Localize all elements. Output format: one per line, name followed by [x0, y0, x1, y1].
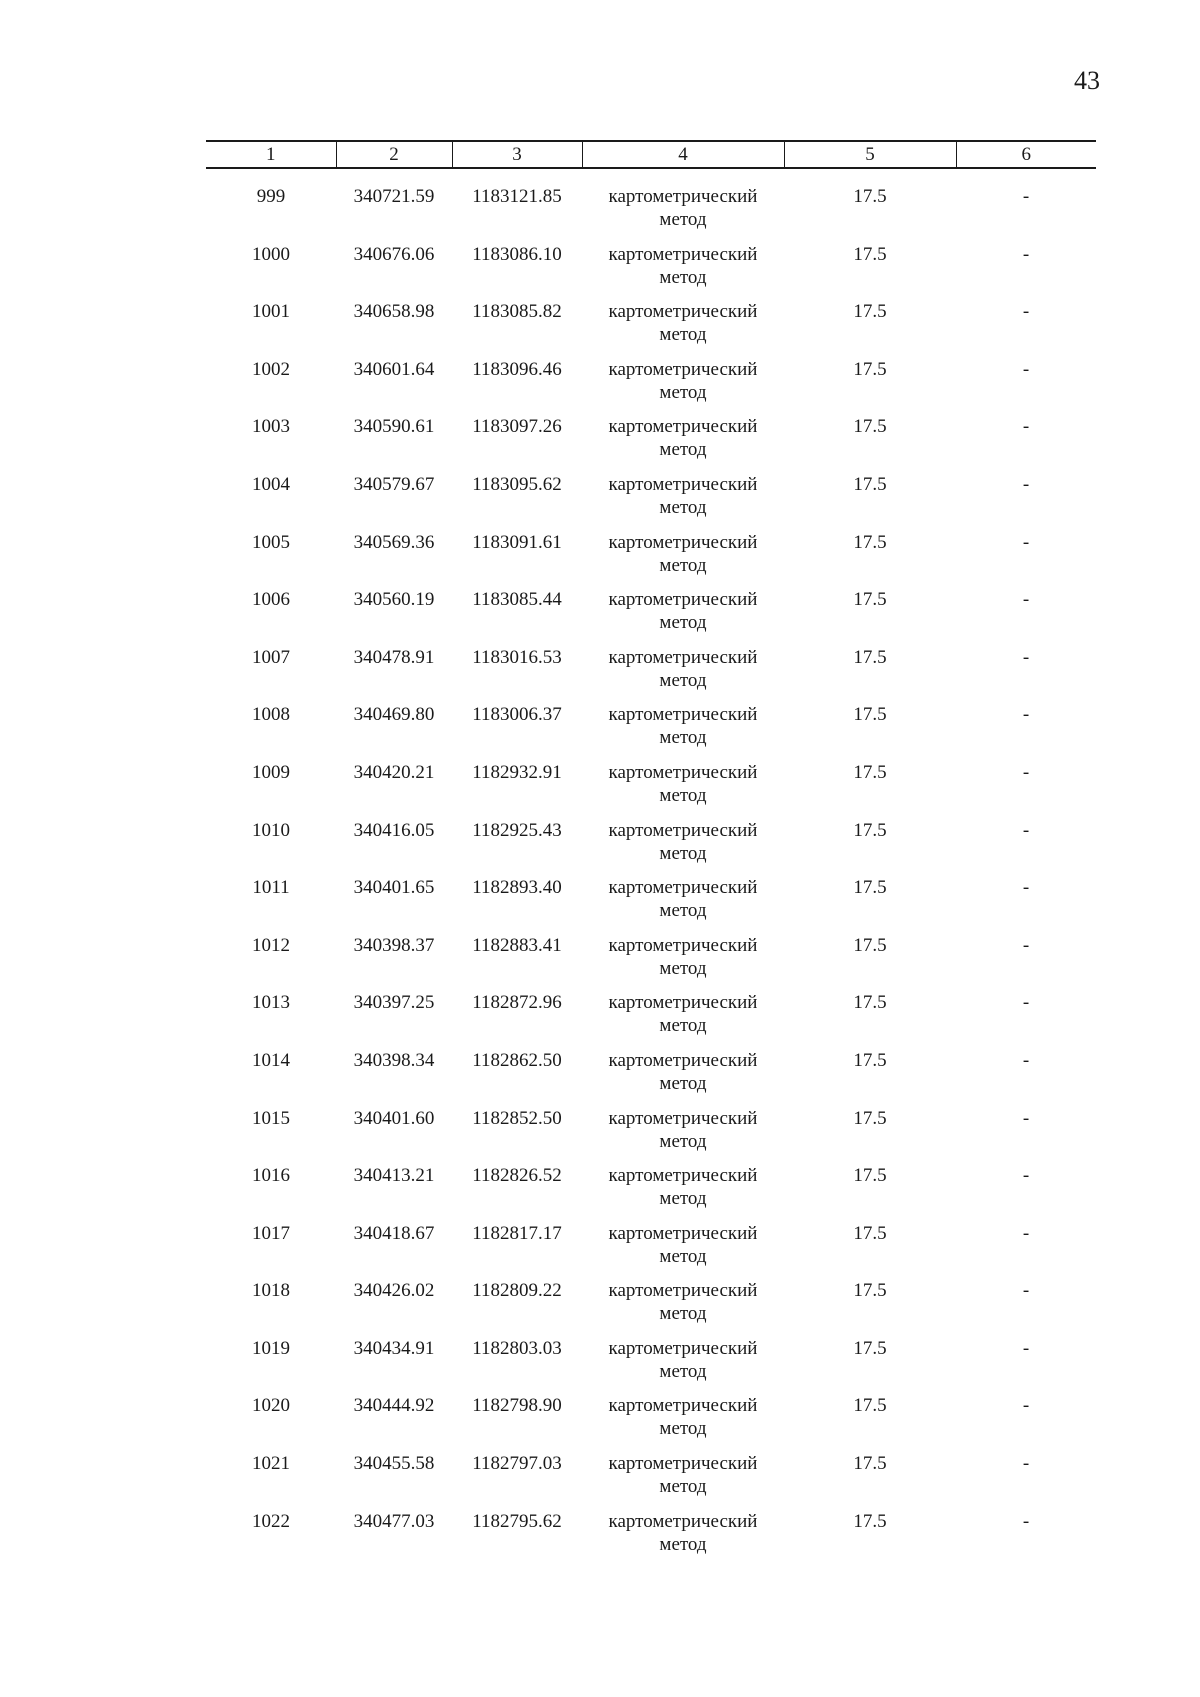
method-line-1: картометрический — [608, 877, 758, 899]
table-row — [206, 473, 1096, 531]
method-cell — [582, 646, 784, 704]
point-number-cell: 1006 — [252, 589, 290, 611]
column-header-6: 6 — [956, 141, 1096, 168]
method-cell — [582, 703, 784, 761]
method-line-1: картометрический — [608, 1165, 758, 1187]
table-row — [206, 185, 1096, 243]
table-row — [206, 358, 1096, 416]
x-coordinate-cell: 340569.36 — [353, 531, 435, 553]
note-cell: - — [1022, 704, 1030, 726]
x-coordinate-cell: 340444.92 — [353, 1395, 435, 1417]
note-cell: - — [1022, 992, 1030, 1014]
y-coordinate-cell: 1182893.40 — [472, 877, 562, 899]
x-coordinate-cell: 340590.61 — [353, 416, 435, 438]
table-row — [206, 1222, 1096, 1280]
page-number: 43 — [1074, 66, 1100, 95]
point-number-cell: 1013 — [252, 992, 290, 1014]
method-line-1: картометрический — [608, 704, 758, 726]
x-coordinate-cell: 340420.21 — [353, 761, 435, 783]
method-cell — [582, 415, 784, 473]
method-line-2: метод — [659, 957, 707, 979]
method-line-1: картометрический — [608, 1453, 758, 1475]
point-number-cell: 1016 — [252, 1165, 290, 1187]
table-row — [206, 415, 1096, 473]
point-number-cell: 1021 — [252, 1453, 290, 1475]
table-row — [206, 588, 1096, 646]
method-line-2: метод — [659, 266, 707, 288]
point-number-cell: 1008 — [252, 704, 290, 726]
y-coordinate-cell: 1183097.26 — [472, 416, 562, 438]
y-coordinate-cell: 1182798.90 — [472, 1395, 562, 1417]
x-coordinate-cell: 340398.34 — [353, 1049, 435, 1071]
method-line-1: картометрический — [608, 186, 758, 207]
coordinates-table — [206, 140, 1096, 1567]
method-line-1: картометрический — [608, 934, 758, 956]
method-line-1: картометрический — [608, 1337, 758, 1359]
accuracy-cell: 17.5 — [853, 1049, 887, 1071]
method-line-2: метод — [659, 439, 707, 461]
note-cell: - — [1022, 1107, 1030, 1129]
y-coordinate-cell: 1182803.03 — [472, 1337, 562, 1359]
method-line-1: картометрический — [608, 589, 758, 611]
x-coordinate-cell: 340601.64 — [353, 358, 435, 380]
method-line-2: метод — [659, 1476, 707, 1498]
note-cell: - — [1022, 934, 1030, 956]
method-line-2: метод — [659, 900, 707, 922]
accuracy-cell: 17.5 — [853, 1337, 887, 1359]
y-coordinate-cell: 1183085.44 — [472, 589, 562, 611]
accuracy-cell: 17.5 — [853, 243, 887, 265]
method-line-1: картометрический — [608, 473, 758, 495]
accuracy-cell: 17.5 — [853, 531, 887, 553]
accuracy-cell: 17.5 — [853, 1222, 887, 1244]
method-line-2: метод — [659, 1072, 707, 1094]
method-cell — [582, 819, 784, 877]
accuracy-cell: 17.5 — [853, 416, 887, 438]
point-number-cell: 1007 — [252, 646, 290, 668]
accuracy-cell: 17.5 — [853, 934, 887, 956]
point-number-cell: 999 — [256, 186, 286, 207]
point-number-cell: 1001 — [252, 301, 290, 323]
accuracy-cell: 17.5 — [853, 1165, 887, 1187]
method-line-2: метод — [659, 1130, 707, 1152]
method-cell — [582, 300, 784, 358]
method-line-2: метод — [659, 1418, 707, 1440]
method-line-1: картометрический — [608, 531, 758, 553]
x-coordinate-cell: 340579.67 — [353, 473, 435, 495]
method-line-1: картометрический — [608, 1222, 758, 1244]
x-coordinate-cell: 340418.67 — [353, 1222, 435, 1244]
method-cell — [582, 358, 784, 416]
accuracy-cell: 17.5 — [853, 1510, 887, 1532]
table-row — [206, 991, 1096, 1049]
method-line-1: картометрический — [608, 1395, 758, 1417]
note-cell: - — [1022, 1453, 1030, 1475]
note-cell: - — [1022, 1510, 1030, 1532]
method-line-2: метод — [659, 669, 707, 691]
column-header-5: 5 — [784, 141, 956, 168]
note-cell: - — [1022, 358, 1030, 380]
y-coordinate-cell: 1182862.50 — [472, 1049, 562, 1071]
point-number-cell: 1020 — [252, 1395, 290, 1417]
y-coordinate-cell: 1183121.85 — [472, 186, 562, 207]
point-number-cell: 1017 — [252, 1222, 290, 1244]
y-coordinate-cell: 1182817.17 — [472, 1222, 562, 1244]
method-line-1: картометрический — [608, 819, 758, 841]
note-cell: - — [1022, 646, 1030, 668]
accuracy-cell: 17.5 — [853, 1395, 887, 1417]
x-coordinate-cell: 340416.05 — [353, 819, 435, 841]
method-line-1: картометрический — [608, 301, 758, 323]
table-row — [206, 300, 1096, 358]
note-cell: - — [1022, 1337, 1030, 1359]
y-coordinate-cell: 1183016.53 — [472, 646, 562, 668]
point-number-cell: 1011 — [252, 877, 290, 899]
table-row — [206, 703, 1096, 761]
note-cell: - — [1022, 301, 1030, 323]
method-line-1: картометрический — [608, 761, 758, 783]
accuracy-cell: 17.5 — [853, 992, 887, 1014]
accuracy-cell: 17.5 — [853, 186, 887, 207]
table-row — [206, 646, 1096, 704]
y-coordinate-cell: 1182925.43 — [472, 819, 562, 841]
table-row — [206, 761, 1096, 819]
y-coordinate-cell: 1182797.03 — [472, 1453, 562, 1475]
method-line-2: метод — [659, 496, 707, 518]
method-line-1: картометрический — [608, 1510, 758, 1532]
x-coordinate-cell: 340658.98 — [353, 301, 435, 323]
column-header-3: 3 — [452, 141, 582, 168]
method-cell — [582, 991, 784, 1049]
column-header-1: 1 — [206, 141, 336, 168]
method-cell — [582, 531, 784, 589]
method-line-2: метод — [659, 784, 707, 806]
method-cell — [582, 1164, 784, 1222]
accuracy-cell: 17.5 — [853, 358, 887, 380]
table-row — [206, 819, 1096, 877]
table-row — [206, 1394, 1096, 1452]
method-line-2: метод — [659, 1360, 707, 1382]
note-cell: - — [1022, 1049, 1030, 1071]
table-row — [206, 1107, 1096, 1165]
note-cell: - — [1022, 1222, 1030, 1244]
method-line-1: картометрический — [608, 1107, 758, 1129]
accuracy-cell: 17.5 — [853, 646, 887, 668]
note-cell: - — [1022, 1280, 1030, 1302]
method-cell — [582, 1452, 784, 1510]
method-cell — [582, 1510, 784, 1568]
y-coordinate-cell: 1183086.10 — [472, 243, 562, 265]
point-number-cell: 1002 — [252, 358, 290, 380]
table-row — [206, 1049, 1096, 1107]
accuracy-cell: 17.5 — [853, 1107, 887, 1129]
accuracy-cell: 17.5 — [853, 1453, 887, 1475]
note-cell: - — [1022, 473, 1030, 495]
column-header-2: 2 — [336, 141, 452, 168]
point-number-cell: 1005 — [252, 531, 290, 553]
accuracy-cell: 17.5 — [853, 819, 887, 841]
note-cell: - — [1022, 589, 1030, 611]
y-coordinate-cell: 1182826.52 — [472, 1165, 562, 1187]
note-cell: - — [1022, 761, 1030, 783]
point-number-cell: 1012 — [252, 934, 290, 956]
point-number-cell: 1014 — [252, 1049, 290, 1071]
accuracy-cell: 17.5 — [853, 761, 887, 783]
x-coordinate-cell: 340426.02 — [353, 1280, 435, 1302]
y-coordinate-cell: 1182795.62 — [472, 1510, 562, 1532]
method-cell — [582, 473, 784, 531]
method-line-2: метод — [659, 1245, 707, 1267]
point-number-cell: 1022 — [252, 1510, 290, 1532]
method-cell — [582, 588, 784, 646]
x-coordinate-cell: 340469.80 — [353, 704, 435, 726]
accuracy-cell: 17.5 — [853, 301, 887, 323]
method-cell — [582, 1107, 784, 1165]
method-line-2: метод — [659, 612, 707, 634]
y-coordinate-cell: 1182932.91 — [472, 761, 562, 783]
table-row — [206, 1337, 1096, 1395]
note-cell: - — [1022, 243, 1030, 265]
table-header — [206, 141, 1096, 168]
y-coordinate-cell: 1183085.82 — [472, 301, 562, 323]
method-cell — [582, 1222, 784, 1280]
point-number-cell: 1009 — [252, 761, 290, 783]
y-coordinate-cell: 1182852.50 — [472, 1107, 562, 1129]
method-cell — [582, 1279, 784, 1337]
point-number-cell: 1010 — [252, 819, 290, 841]
method-line-2: метод — [659, 209, 707, 230]
x-coordinate-cell: 340478.91 — [353, 646, 435, 668]
y-coordinate-cell: 1182872.96 — [472, 992, 562, 1014]
method-line-2: метод — [659, 1015, 707, 1037]
method-line-1: картометрический — [608, 243, 758, 265]
note-cell: - — [1022, 531, 1030, 553]
method-cell — [582, 876, 784, 934]
y-coordinate-cell: 1182809.22 — [472, 1280, 562, 1302]
x-coordinate-cell: 340401.60 — [353, 1107, 435, 1129]
method-line-2: метод — [659, 554, 707, 576]
method-line-1: картометрический — [608, 1280, 758, 1302]
point-number-cell: 1004 — [252, 473, 290, 495]
x-coordinate-cell: 340434.91 — [353, 1337, 435, 1359]
table-row — [206, 243, 1096, 301]
table-row — [206, 1452, 1096, 1510]
point-number-cell: 1000 — [252, 243, 290, 265]
method-cell — [582, 761, 784, 819]
method-line-1: картометрический — [608, 1049, 758, 1071]
accuracy-cell: 17.5 — [853, 473, 887, 495]
point-number-cell: 1018 — [252, 1280, 290, 1302]
table-row — [206, 1164, 1096, 1222]
x-coordinate-cell: 340397.25 — [353, 992, 435, 1014]
method-line-1: картометрический — [608, 358, 758, 380]
note-cell: - — [1022, 1165, 1030, 1187]
note-cell: - — [1022, 819, 1030, 841]
point-number-cell: 1015 — [252, 1107, 290, 1129]
accuracy-cell: 17.5 — [853, 1280, 887, 1302]
method-line-2: метод — [659, 842, 707, 864]
point-number-cell: 1003 — [252, 416, 290, 438]
x-coordinate-cell: 340398.37 — [353, 934, 435, 956]
table-row — [206, 531, 1096, 589]
method-cell — [582, 243, 784, 301]
method-line-2: метод — [659, 1303, 707, 1325]
note-cell: - — [1022, 1395, 1030, 1417]
table-row — [206, 1510, 1096, 1568]
table-row — [206, 1279, 1096, 1337]
y-coordinate-cell: 1183091.61 — [472, 531, 562, 553]
method-line-1: картометрический — [608, 646, 758, 668]
table-row — [206, 876, 1096, 934]
x-coordinate-cell: 340477.03 — [353, 1510, 435, 1532]
y-coordinate-cell: 1183006.37 — [472, 704, 562, 726]
method-line-2: метод — [659, 727, 707, 749]
method-line-2: метод — [659, 381, 707, 403]
x-coordinate-cell: 340455.58 — [353, 1453, 435, 1475]
table-row — [206, 934, 1096, 992]
method-line-1: картометрический — [608, 992, 758, 1014]
method-line-2: метод — [659, 324, 707, 346]
method-line-1: картометрический — [608, 416, 758, 438]
method-cell — [582, 1394, 784, 1452]
x-coordinate-cell: 340413.21 — [353, 1165, 435, 1187]
accuracy-cell: 17.5 — [853, 704, 887, 726]
y-coordinate-cell: 1183096.46 — [472, 358, 562, 380]
note-cell: - — [1022, 186, 1030, 207]
method-line-2: метод — [659, 1533, 707, 1555]
accuracy-cell: 17.5 — [853, 589, 887, 611]
method-line-2: метод — [659, 1188, 707, 1210]
y-coordinate-cell: 1182883.41 — [472, 934, 562, 956]
method-cell — [582, 1337, 784, 1395]
method-cell — [582, 934, 784, 992]
x-coordinate-cell: 340721.59 — [353, 186, 435, 207]
method-cell — [582, 1049, 784, 1107]
note-cell: - — [1022, 877, 1030, 899]
accuracy-cell: 17.5 — [853, 877, 887, 899]
y-coordinate-cell: 1183095.62 — [472, 473, 562, 495]
point-number-cell: 1019 — [252, 1337, 290, 1359]
x-coordinate-cell: 340676.06 — [353, 243, 435, 265]
x-coordinate-cell: 340401.65 — [353, 877, 435, 899]
note-cell: - — [1022, 416, 1030, 438]
column-header-4: 4 — [582, 141, 784, 168]
method-cell — [582, 185, 784, 243]
x-coordinate-cell: 340560.19 — [353, 589, 435, 611]
table-body — [206, 168, 1096, 1567]
